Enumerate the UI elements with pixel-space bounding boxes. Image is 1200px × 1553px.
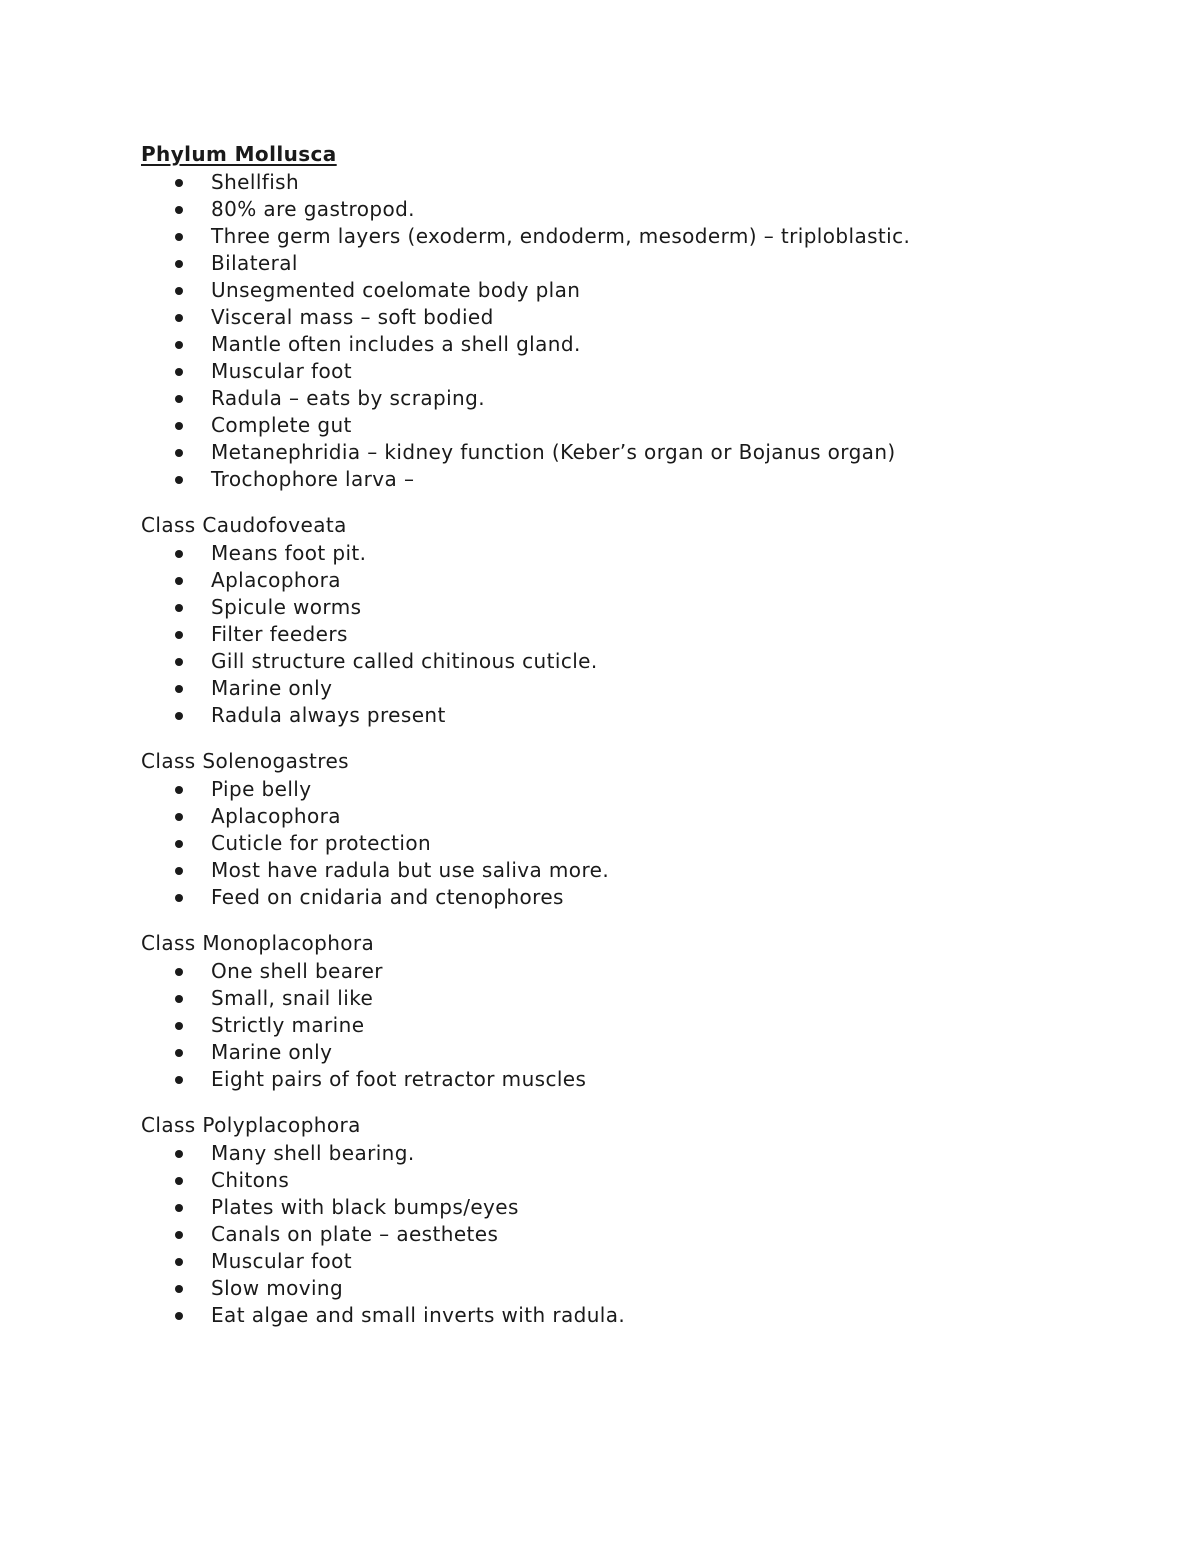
list-item: Spicule worms — [141, 594, 1121, 621]
list-item: Plates with black bumps/eyes — [141, 1194, 1121, 1221]
list-item: One shell bearer — [141, 958, 1121, 985]
list-item: Filter feeders — [141, 621, 1121, 648]
list-item: 80% are gastropod. — [141, 196, 1121, 223]
bullet-icon — [175, 1231, 183, 1239]
section-heading-solenogastres: Class Solenogastres — [141, 749, 350, 773]
list-item: Visceral mass – soft bodied — [141, 304, 1121, 331]
bullet-icon — [175, 995, 183, 1003]
bullet-icon — [175, 476, 183, 484]
list-item: Most have radula but use saliva more. — [141, 857, 1121, 884]
list-item: Three germ layers (exoderm, endoderm, mesoderm) – triploblastic. — [141, 223, 1121, 250]
section-heading-monoplacophora: Class Monoplacophora — [141, 931, 375, 955]
bullet-icon — [175, 894, 183, 902]
list-item: Marine only — [141, 675, 1121, 702]
list-item: Marine only — [141, 1039, 1121, 1066]
bullet-icon — [175, 449, 183, 457]
bullet-icon — [175, 1022, 183, 1030]
caudofoveata-list — [141, 540, 1121, 729]
bullet-icon — [175, 712, 183, 720]
bullet-icon — [175, 1049, 183, 1057]
list-item: Aplacophora — [141, 567, 1121, 594]
bullet-icon — [175, 550, 183, 558]
bullet-icon — [175, 1312, 183, 1320]
list-item: Chitons — [141, 1167, 1121, 1194]
list-item: Gill structure called chitinous cuticle. — [141, 648, 1121, 675]
bullet-icon — [175, 685, 183, 693]
bullet-icon — [175, 1285, 183, 1293]
list-item: Small, snail like — [141, 985, 1121, 1012]
bullet-icon — [175, 577, 183, 585]
bullet-icon — [175, 314, 183, 322]
bullet-icon — [175, 341, 183, 349]
list-item: Radula – eats by scraping. — [141, 385, 1121, 412]
list-item: Bilateral — [141, 250, 1121, 277]
list-item: Muscular foot — [141, 1248, 1121, 1275]
list-item: Metanephridia – kidney function (Keber’s organ or Bojanus organ) — [141, 439, 1121, 466]
list-item: Mantle often includes a shell gland. — [141, 331, 1121, 358]
list-item: Shellfish — [141, 169, 1121, 196]
page-title: Phylum Mollusca — [141, 142, 337, 166]
bullet-icon — [175, 631, 183, 639]
intro-list — [141, 169, 1121, 493]
bullet-icon — [175, 968, 183, 976]
polyplacophora-list — [141, 1140, 1121, 1329]
bullet-icon — [175, 179, 183, 187]
bullet-icon — [175, 813, 183, 821]
bullet-icon — [175, 287, 183, 295]
list-item: Muscular foot — [141, 358, 1121, 385]
bullet-icon — [175, 1076, 183, 1084]
bullet-icon — [175, 1177, 183, 1185]
list-item: Feed on cnidaria and ctenophores — [141, 884, 1121, 911]
solenogastres-list — [141, 776, 1121, 911]
list-item: Pipe belly — [141, 776, 1121, 803]
bullet-icon — [175, 395, 183, 403]
bullet-icon — [175, 1150, 183, 1158]
list-item: Cuticle for protection — [141, 830, 1121, 857]
list-item: Slow moving — [141, 1275, 1121, 1302]
section-heading-polyplacophora: Class Polyplacophora — [141, 1113, 361, 1137]
bullet-icon — [175, 206, 183, 214]
bullet-icon — [175, 260, 183, 268]
bullet-icon — [175, 658, 183, 666]
list-item: Radula always present — [141, 702, 1121, 729]
bullet-icon — [175, 368, 183, 376]
list-item: Means foot pit. — [141, 540, 1121, 567]
bullet-icon — [175, 840, 183, 848]
list-item: Trochophore larva – — [141, 466, 1121, 493]
bullet-icon — [175, 422, 183, 430]
document-body — [141, 139, 1121, 1329]
list-item: Eat algae and small inverts with radula. — [141, 1302, 1121, 1329]
monoplacophora-list — [141, 958, 1121, 1093]
list-item: Complete gut — [141, 412, 1121, 439]
list-item: Strictly marine — [141, 1012, 1121, 1039]
list-item: Eight pairs of foot retractor muscles — [141, 1066, 1121, 1093]
section-heading-caudofoveata: Class Caudofoveata — [141, 513, 347, 537]
bullet-icon — [175, 233, 183, 241]
bullet-icon — [175, 786, 183, 794]
bullet-icon — [175, 867, 183, 875]
list-item: Many shell bearing. — [141, 1140, 1121, 1167]
list-item: Unsegmented coelomate body plan — [141, 277, 1121, 304]
bullet-icon — [175, 604, 183, 612]
list-item: Aplacophora — [141, 803, 1121, 830]
bullet-icon — [175, 1204, 183, 1212]
bullet-icon — [175, 1258, 183, 1266]
list-item: Canals on plate – aesthetes — [141, 1221, 1121, 1248]
